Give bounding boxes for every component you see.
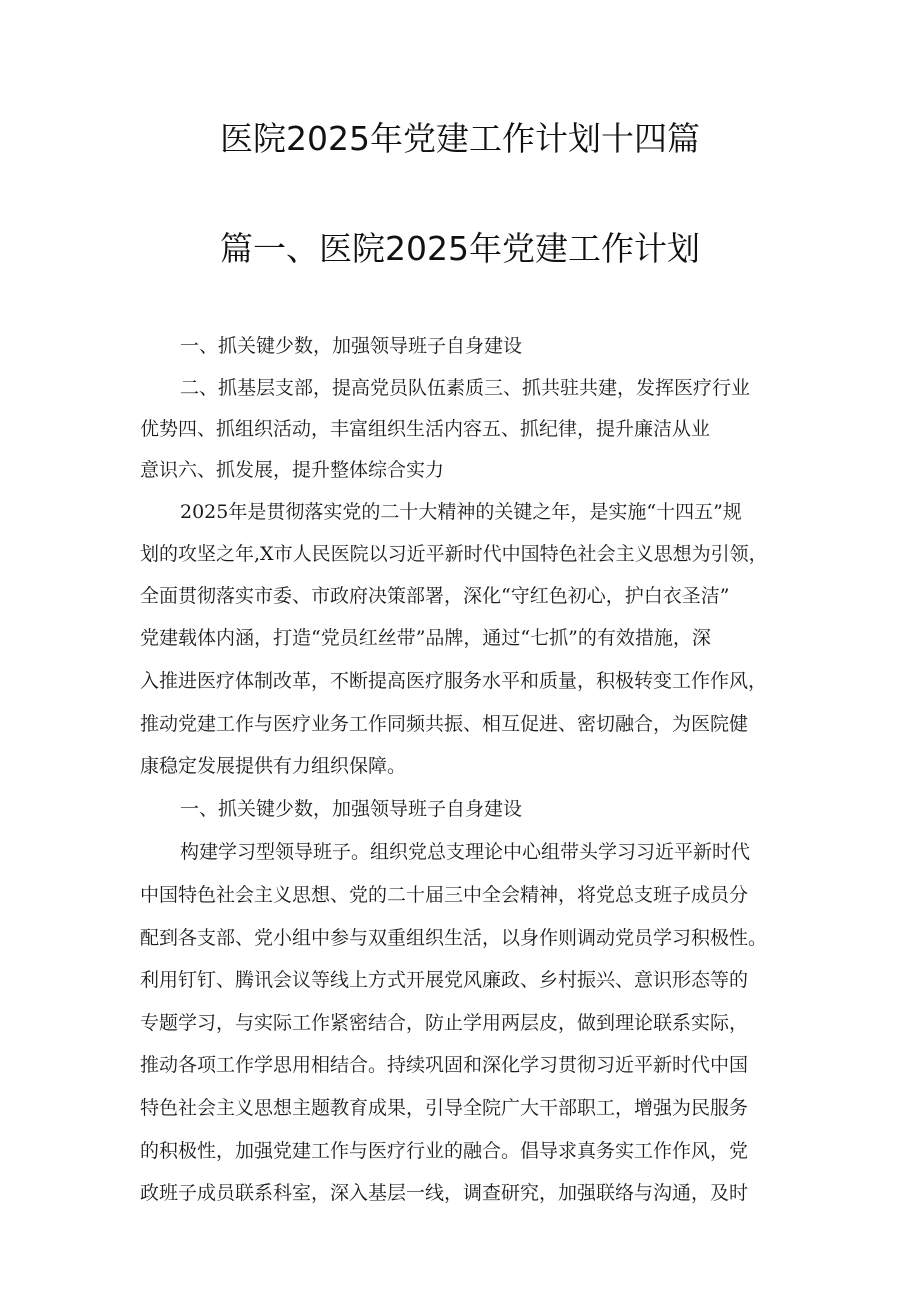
paragraph-line: 推动各项工作学思用相结合。持续巩固和深化学习贯彻习近平新时代中国 xyxy=(140,1054,749,1076)
paragraph-line: 2025年是贯彻落实党的二十大精神的关键之年，是实施“十四五”规 xyxy=(180,501,742,523)
paragraph-line: 构建学习型领导班子。组织党总支理论中心组带头学习习近平新时代 xyxy=(180,841,751,863)
outline-line: 优势四、抓组织活动，丰富组织生活内容五、抓纪律，提升廉洁从业 xyxy=(140,418,711,440)
paragraph-line: 专题学习，与实际工作紧密结合，防止学用两层皮，做到理论联系实际， xyxy=(140,1012,749,1034)
paragraph-line: 中国特色社会主义思想、党的二十届三中全会精神，将党总支班子成员分 xyxy=(140,884,749,906)
paragraph-line: 划的攻坚之年,X市人民医院以习近平新时代中国特色社会主义思想为引领， xyxy=(140,543,768,565)
outline-line: 一、抓关键少数，加强领导班子自身建设 xyxy=(180,335,523,357)
outline-line: 二、抓基层支部，提高党员队伍素质三、抓共驻共建，发挥医疗行业 xyxy=(180,377,751,399)
document-title: 医院2025年党建工作计划十四篇 xyxy=(220,119,700,158)
section-heading: 一、抓关键少数，加强领导班子自身建设 xyxy=(180,798,523,820)
paragraph-line: 的积极性，加强党建工作与医疗行业的融合。倡导求真务实工作作风，党 xyxy=(140,1140,749,1162)
paragraph-line: 政班子成员联系科室，深入基层一线，调查研究，加强联络与沟通，及时 xyxy=(140,1182,749,1204)
paragraph-line: 利用钉钉、腾讯会议等线上方式开展党风廉政、乡村振兴、意识形态等的 xyxy=(140,969,749,991)
outline-line: 意识六、抓发展，提升整体综合实力 xyxy=(140,459,445,481)
paragraph-line: 康稳定发展提供有力组织保障。 xyxy=(140,755,407,777)
paragraph-line: 入推进医疗体制改革，不断提高医疗服务水平和质量，积极转变工作作风， xyxy=(140,670,768,692)
chapter-title: 篇一、医院2025年党建工作计划 xyxy=(220,229,700,268)
paragraph-line: 全面贯彻落实市委、市政府决策部署，深化“守红色初心，护白衣圣洁” xyxy=(140,585,730,607)
paragraph-line: 党建载体内涵，打造“党员红丝带”品牌，通过“七抓”的有效措施，深 xyxy=(140,627,711,649)
paragraph-line: 配到各支部、党小组中参与双重组织生活，以身作则调动党员学习积极性。 xyxy=(140,927,768,949)
paragraph-line: 推动党建工作与医疗业务工作同频共振、相互促进、密切融合，为医院健 xyxy=(140,713,749,735)
paragraph-line: 特色社会主义思想主题教育成果，引导全院广大干部职工，增强为民服务 xyxy=(140,1097,749,1119)
